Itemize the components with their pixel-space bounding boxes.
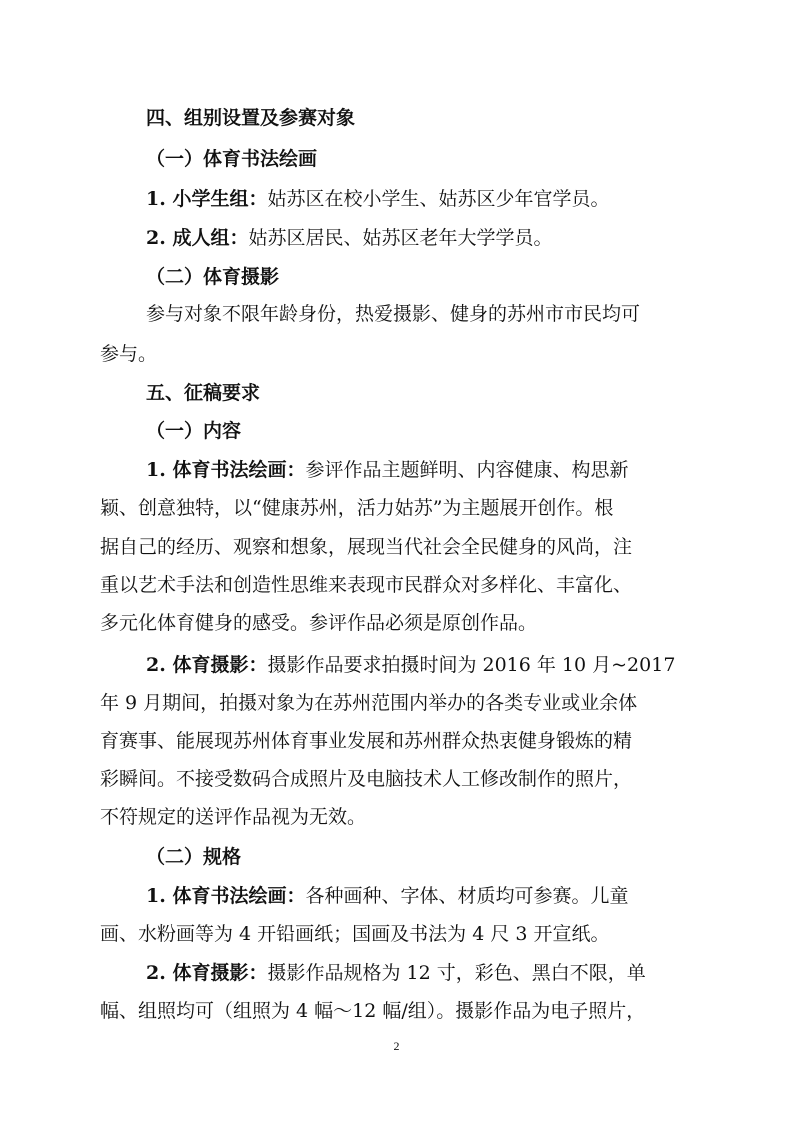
section-4-subheading-1: （一）体育书法绘画 (146, 148, 318, 170)
item-label: 2. 体育摄影： (146, 654, 268, 676)
section-4-title: 四、组别设置及参赛对象 (146, 107, 356, 129)
paragraph-line: 参与对象不限年龄身份，热爱摄影、健身的苏州市市民均可 (146, 303, 641, 325)
item-label: 1. 体育书法绘画： (146, 885, 306, 907)
section-4-item-1 (146, 187, 609, 211)
content-item-1-line-1 (146, 458, 628, 482)
spec-item-2-line-1 (146, 961, 646, 985)
paragraph-line: 幅、组照均可（组照为 4 幅～12 幅/组）。摄影作品为电子照片， (100, 1000, 646, 1022)
paragraph-line: 不符规定的送评作品视为无效。 (100, 806, 367, 828)
item-text: 摄影作品规格为 12 寸，彩色、黑白不限，单 (267, 962, 646, 984)
section-4-item-2 (146, 226, 552, 250)
paragraph-line: 据自己的经历、观察和想象，展现当代社会全民健身的风尚，注 (100, 536, 633, 558)
item-text: 姑苏区在校小学生、姑苏区少年官学员。 (267, 188, 610, 210)
content-item-2-line-1 (146, 653, 675, 677)
item-text: 摄影作品要求拍摄时间为 2016 年 10 月~2017 (267, 654, 676, 676)
paragraph-line: 多元化体育健身的感受。参评作品必须是原创作品。 (100, 612, 538, 634)
paragraph-line: 重以艺术手法和创造性思维来表现市民群众对多样化、丰富化、 (100, 574, 633, 596)
paragraph-line: 年 9 月期间，拍摄对象为在苏州范围内举办的各类专业或业余体 (100, 692, 638, 714)
section-4-subheading-2: （二）体育摄影 (146, 266, 280, 288)
item-text: 参评作品主题鲜明、内容健康、构思新 (305, 459, 629, 481)
item-label: 2. 体育摄影： (146, 962, 268, 984)
paragraph-line: 颖、创意独特，以“健康苏州，活力姑苏”为主题展开创作。根 (100, 497, 614, 519)
paragraph-line: 参与。 (100, 343, 158, 365)
item-label: 2. 成人组： (146, 227, 249, 249)
item-text: 各种画种、字体、材质均可参赛。儿童 (305, 885, 629, 907)
paragraph-line: 画、水粉画等为 4 开铅画纸；国画及书法为 4 尺 3 开宣纸。 (100, 923, 610, 945)
item-label: 1. 小学生组： (146, 188, 268, 210)
spec-item-1-line-1 (146, 884, 628, 908)
page-number: 2 (393, 1039, 400, 1053)
section-5-subheading-2: （二）规格 (146, 846, 242, 868)
item-text: 姑苏区居民、姑苏区老年大学学员。 (248, 227, 553, 249)
section-5-title: 五、征稿要求 (146, 382, 261, 404)
paragraph-line: 育赛事、能展现苏州体育事业发展和苏州群众热衷健身锻炼的精 (100, 730, 633, 752)
paragraph-line: 彩瞬间。不接受数码合成照片及电脑技术人工修改制作的照片， (100, 768, 633, 790)
item-label: 1. 体育书法绘画： (146, 459, 306, 481)
section-5-subheading-1: （一）内容 (146, 420, 242, 442)
